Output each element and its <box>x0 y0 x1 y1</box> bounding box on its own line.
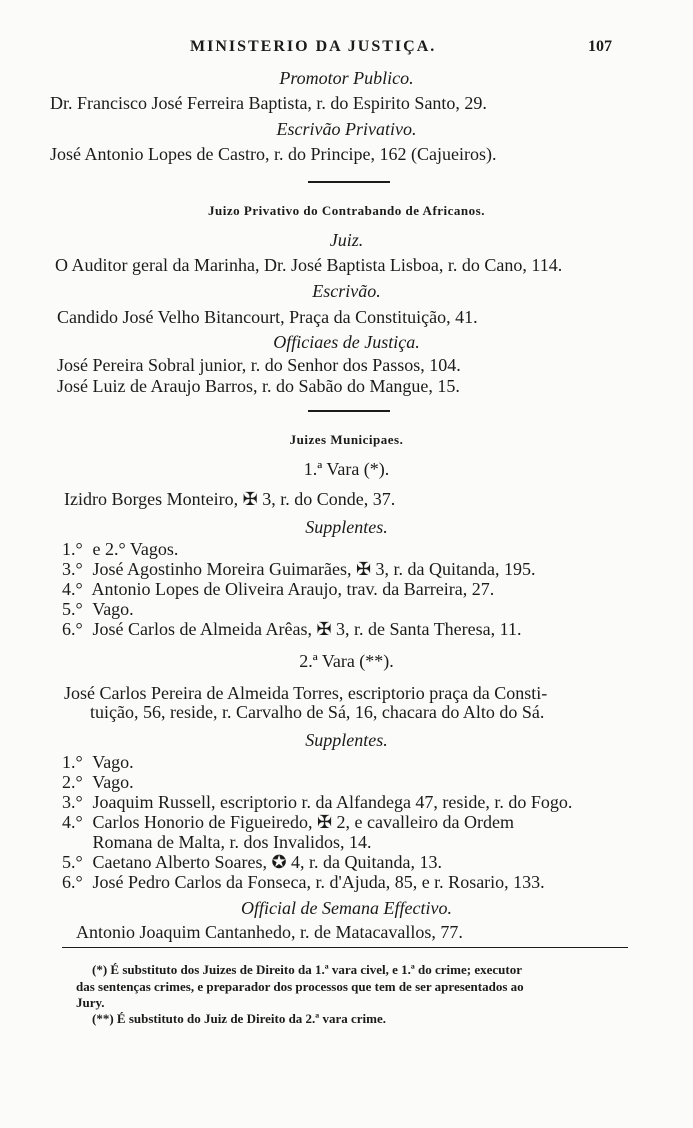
municipaes-section-title: Juizes Municipaes. <box>289 432 404 447</box>
supplente-item <box>62 851 442 873</box>
escrivao-heading: Escrivão. <box>312 281 381 301</box>
supplente-text: Romana de Malta, r. dos Invalidos, 14. <box>92 832 372 852</box>
escrivao-privativo-heading: Escrivão Privativo. <box>276 119 417 139</box>
supplente-text: e 2.° Vagos. <box>92 539 179 559</box>
official-semana-heading: Official de Semana Effectivo. <box>241 898 452 918</box>
officiaes-entry: José Luiz de Araujo Barros, r. do Sabão do Mangue, 15. <box>57 376 460 396</box>
supplente-item <box>62 811 514 833</box>
footnote-2: (**) É substituto do Juiz de Direito da 2.ª vara crime. <box>92 1011 386 1026</box>
supplente-item <box>62 538 178 560</box>
supplente-number: 6.° <box>62 619 83 639</box>
supplente-text: José Agostinho Moreira Guimarães, ✠ 3, r. da Quitanda, 195. <box>92 559 536 579</box>
juiz-heading: Juiz. <box>329 230 364 250</box>
vara1-heading: 1.ª Vara (*). <box>303 459 390 479</box>
supplente-number: 6.° <box>62 872 83 892</box>
officiaes-entry: José Pereira Sobral junior, r. do Senhor dos Passos, 104. <box>57 355 461 375</box>
page-number: 107 <box>588 38 612 55</box>
escrivao-entry: Candido José Velho Bitancourt, Praça da Constituição, 41. <box>57 307 478 327</box>
supplente-number: 1.° <box>62 539 83 559</box>
supplente-item <box>62 791 572 813</box>
supplente-number: 4.° <box>62 579 83 599</box>
contrabando-section-title: Juizo Privativo do Contrabando de Africanos. <box>208 203 485 218</box>
escrivao-privativo-entry: José Antonio Lopes de Castro, r. do Principe, 162 (Cajueiros). <box>50 144 497 164</box>
supplente-text: Vago. <box>92 772 134 792</box>
supplente-item <box>62 558 536 580</box>
section-divider <box>308 410 390 412</box>
supplentes2-heading: Supplentes. <box>305 730 388 750</box>
supplente-item <box>62 871 545 893</box>
promotor-entry: Dr. Francisco José Ferreira Baptista, r. do Espirito Santo, 29. <box>50 93 487 113</box>
supplente-text: Carlos Honorio de Figueiredo, ✠ 2, e cavalleiro da Ordem <box>92 812 514 832</box>
vara2-judge-entry: José Carlos Pereira de Almeida Torres, escriptorio praça da Consti- <box>64 683 548 703</box>
supplentes1-heading: Supplentes. <box>305 517 388 537</box>
vara2-judge-entry-continued: tuição, 56, reside, r. Carvalho de Sá, 16, chacara do Alto do Sá. <box>90 702 545 722</box>
supplente-number: 4.° <box>62 812 83 832</box>
supplente-text: Vago. <box>92 599 134 619</box>
supplente-number: 3.° <box>62 792 83 812</box>
official-semana-entry: Antonio Joaquim Cantanhedo, r. de Matacavallos, 77. <box>76 922 463 942</box>
footnote-1-continued: das sentenças crimes, e preparador dos processos que tem de ser apresentados ao <box>76 979 524 994</box>
supplente-text: Antonio Lopes de Oliveira Araujo, trav. da Barreira, 27. <box>91 579 495 599</box>
supplente-number: 3.° <box>62 559 83 579</box>
supplente-item <box>62 578 494 600</box>
supplente-item-continued <box>62 831 371 853</box>
footnote-1-continued: Jury. <box>76 995 105 1010</box>
supplente-number: 5.° <box>62 599 83 619</box>
footnote-rule <box>62 947 628 948</box>
supplente-text: José Carlos de Almeida Arêas, ✠ 3, r. de Santa Theresa, 11. <box>92 619 522 639</box>
supplente-item <box>62 618 522 640</box>
supplente-text: Vago. <box>92 752 134 772</box>
supplente-item <box>62 771 134 793</box>
section-divider <box>308 181 390 183</box>
vara2-heading: 2.ª Vara (**). <box>299 651 394 671</box>
juiz-entry: O Auditor geral da Marinha, Dr. José Baptista Lisboa, r. do Cano, 114. <box>55 255 563 275</box>
promotor-heading: Promotor Publico. <box>279 68 414 88</box>
vara1-judge-entry: Izidro Borges Monteiro, ✠ 3, r. do Conde, 37. <box>64 489 396 509</box>
footnote-1: (*) É substituto dos Juizes de Direito da 1.ª vara civel, e 1.ª do crime; executor <box>92 962 522 977</box>
supplente-number: 5.° <box>62 852 83 872</box>
supplente-text: Joaquim Russell, escriptorio r. da Alfandega 47, reside, r. do Fogo. <box>92 792 573 812</box>
supplente-item <box>62 751 134 773</box>
supplente-number: 1.° <box>62 752 83 772</box>
supplente-text: José Pedro Carlos da Fonseca, r. d'Ajuda, 85, e r. Rosario, 133. <box>92 872 545 892</box>
supplente-item <box>62 598 134 620</box>
officiaes-heading: Officiaes de Justiça. <box>273 332 420 352</box>
running-header-title: MINISTERIO DA JUSTIÇA. <box>190 38 437 55</box>
supplente-number: 2.° <box>62 772 83 792</box>
supplente-text: Caetano Alberto Soares, ✪ 4, r. da Quitanda, 13. <box>92 852 443 872</box>
